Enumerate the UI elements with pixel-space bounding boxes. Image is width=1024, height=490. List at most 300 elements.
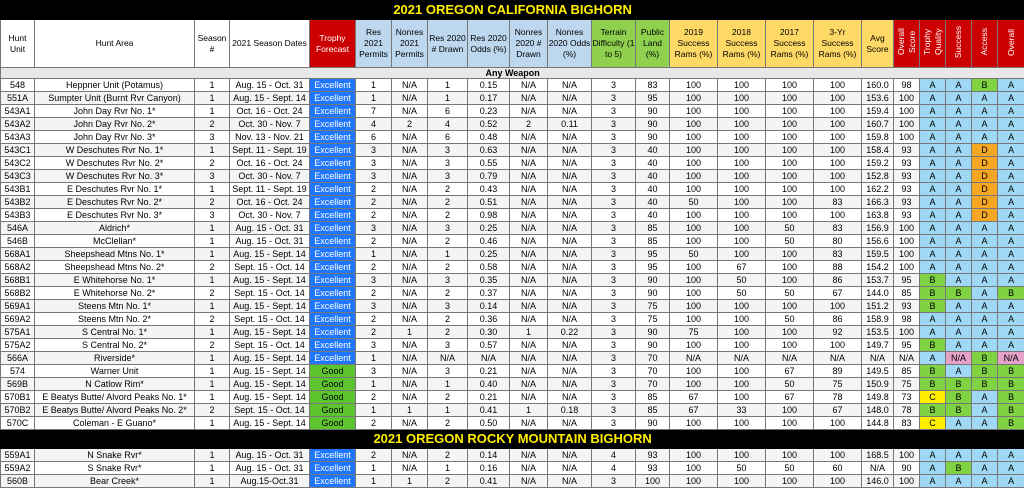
cell-avg-score: 150.9: [862, 378, 894, 391]
cell-avg-score: 144.0: [862, 287, 894, 300]
cell-success-3yr: 83: [814, 196, 862, 209]
cell-grade-trophy: B: [920, 378, 946, 391]
cell-res-drawn: 2: [428, 475, 468, 488]
cell-hunt-unit: 543B1: [1, 183, 35, 196]
cell-season-num: 1: [195, 417, 230, 430]
cell-season-dates: Aug. 15 - Oct. 31: [230, 235, 310, 248]
table-row: [1, 79, 1024, 92]
cell-grade-trophy: B: [920, 287, 946, 300]
cell-success-3yr: 100: [814, 475, 862, 488]
cell-success-3yr: 100: [814, 79, 862, 92]
cell-res-drawn: 2: [428, 196, 468, 209]
cell-grade-access: B: [972, 365, 998, 378]
table-row: [1, 209, 1024, 222]
cell-success-2018: 100: [718, 209, 766, 222]
cell-season-dates: Oct. 16 - Oct. 24: [230, 196, 310, 209]
cell-nonres-drawn: N/A: [510, 417, 548, 430]
cell-nonres-drawn: N/A: [510, 144, 548, 157]
cell-res-drawn: 3: [428, 339, 468, 352]
cell-success-2017: 100: [766, 196, 814, 209]
cell-public-land: 93: [636, 449, 670, 462]
cell-success-2017: 100: [766, 248, 814, 261]
cell-res-odds: 0.51: [468, 196, 510, 209]
cell-public-land: 40: [636, 144, 670, 157]
cell-grade-overall: A: [998, 79, 1024, 92]
cell-nonres-permits: N/A: [392, 313, 428, 326]
cell-success-2018: 100: [718, 248, 766, 261]
section-any-weapon: Any Weapon: [1, 68, 1024, 79]
cell-grade-overall: A: [998, 449, 1024, 462]
cell-terrain: 3: [592, 391, 636, 404]
hdr-season-dates: 2021 Season Dates: [230, 20, 310, 68]
hdr-3yr-success: 3-Yr Success Rams (%): [814, 20, 862, 68]
cell-success-3yr: 100: [814, 118, 862, 131]
cell-grade-trophy: C: [920, 417, 946, 430]
cell-res-drawn: 2: [428, 235, 468, 248]
hdr-hunt-area: Hunt Area: [35, 20, 195, 68]
cell-season-dates: Aug. 15 - Sept. 14: [230, 365, 310, 378]
cell-success-2019: 100: [670, 183, 718, 196]
cell-res-odds: 0.52: [468, 118, 510, 131]
cell-season-num: 2: [195, 157, 230, 170]
cell-nonres-permits: 1: [392, 404, 428, 417]
cell-res-odds: 0.21: [468, 365, 510, 378]
cell-grade-overall: A: [998, 222, 1024, 235]
cell-success-2017: 50: [766, 287, 814, 300]
cell-grade-access: A: [972, 404, 998, 417]
cell-success-2017: 100: [766, 449, 814, 462]
cell-success-3yr: 89: [814, 365, 862, 378]
cell-season-dates: Sept. 15 - Oct. 14: [230, 287, 310, 300]
cell-nonres-odds: N/A: [548, 313, 592, 326]
cell-success-2018: 100: [718, 235, 766, 248]
cell-overall-score: 100: [894, 475, 920, 488]
cell-overall-score: 93: [894, 300, 920, 313]
cell-nonres-odds: N/A: [548, 352, 592, 365]
cell-success-2019: 100: [670, 222, 718, 235]
cell-grade-success: A: [946, 79, 972, 92]
cell-success-2017: 100: [766, 157, 814, 170]
cell-res-odds: 0.79: [468, 170, 510, 183]
cell-season-num: 1: [195, 144, 230, 157]
table-row: [1, 378, 1024, 391]
cell-season-dates: Aug.15-Oct.31: [230, 475, 310, 488]
cell-season-num: 1: [195, 235, 230, 248]
cell-overall-score: 100: [894, 261, 920, 274]
cell-success-2017: 50: [766, 235, 814, 248]
table-row: [1, 248, 1024, 261]
cell-hunt-area: John Day Rvr No. 3*: [35, 131, 195, 144]
cell-grade-access: B: [972, 79, 998, 92]
cell-nonres-odds: N/A: [548, 365, 592, 378]
cell-season-dates: Oct. 16 - Oct. 24: [230, 157, 310, 170]
cell-success-2017: 50: [766, 222, 814, 235]
hdr-nonres-odds: Nonres 2020 Odds (%): [548, 20, 592, 68]
cell-grade-overall: B: [998, 391, 1024, 404]
cell-nonres-drawn: N/A: [510, 105, 548, 118]
cell-nonres-permits: N/A: [392, 157, 428, 170]
cell-res-drawn: 2: [428, 449, 468, 462]
cell-hunt-unit: 543B2: [1, 196, 35, 209]
hdr-avg-score: Avg Score: [862, 20, 894, 68]
cell-nonres-permits: N/A: [392, 287, 428, 300]
cell-res-odds: 0.98: [468, 209, 510, 222]
cell-hunt-unit: 548: [1, 79, 35, 92]
cell-res-drawn: 1: [428, 378, 468, 391]
cell-grade-trophy: A: [920, 144, 946, 157]
cell-success-2017: 50: [766, 462, 814, 475]
cell-success-2019: 100: [670, 105, 718, 118]
cell-success-2018: 100: [718, 449, 766, 462]
cell-avg-score: 149.7: [862, 339, 894, 352]
cell-nonres-drawn: 1: [510, 404, 548, 417]
cell-hunt-unit: 559A2: [1, 462, 35, 475]
cell-trophy-forecast: Excellent: [310, 326, 356, 339]
cell-nonres-drawn: N/A: [510, 339, 548, 352]
cell-res-odds: 0.17: [468, 92, 510, 105]
cell-overall-score: 100: [894, 92, 920, 105]
cell-grade-trophy: A: [920, 183, 946, 196]
cell-terrain: 3: [592, 365, 636, 378]
cell-grade-access: A: [972, 313, 998, 326]
cell-success-2018: 100: [718, 183, 766, 196]
cell-public-land: 70: [636, 378, 670, 391]
cell-grade-success: A: [946, 261, 972, 274]
cell-res-permits: 2: [356, 391, 392, 404]
cell-public-land: 85: [636, 404, 670, 417]
cell-nonres-drawn: N/A: [510, 209, 548, 222]
cell-nonres-permits: N/A: [392, 196, 428, 209]
cell-season-dates: Aug. 15 - Sept. 14: [230, 274, 310, 287]
cell-success-3yr: 100: [814, 170, 862, 183]
hdr-trophy-quality: [920, 20, 946, 68]
cell-terrain: 3: [592, 157, 636, 170]
cell-grade-success: A: [946, 92, 972, 105]
cell-nonres-drawn: N/A: [510, 300, 548, 313]
cell-res-odds: 0.36: [468, 313, 510, 326]
cell-res-drawn: 2: [428, 313, 468, 326]
cell-hunt-area: E Deschutes Rvr No. 1*: [35, 183, 195, 196]
hdr-2017-success: 2017 Success Rams (%): [766, 20, 814, 68]
cell-success-3yr: 78: [814, 391, 862, 404]
cell-grade-overall: B: [998, 404, 1024, 417]
cell-res-drawn: 4: [428, 118, 468, 131]
cell-nonres-drawn: N/A: [510, 352, 548, 365]
table-row: [1, 404, 1024, 417]
cell-grade-success: N/A: [946, 352, 972, 365]
cell-season-num: 1: [195, 105, 230, 118]
cell-season-dates: Oct. 30 - Nov. 7: [230, 209, 310, 222]
cell-success-3yr: 100: [814, 300, 862, 313]
header-row: [1, 20, 1024, 68]
cell-trophy-forecast: Good: [310, 378, 356, 391]
table-row: [1, 417, 1024, 430]
cell-nonres-drawn: N/A: [510, 313, 548, 326]
cell-hunt-area: Steens Mtn No. 2*: [35, 313, 195, 326]
cell-grade-success: A: [946, 183, 972, 196]
cell-res-permits: 2: [356, 287, 392, 300]
cell-nonres-permits: N/A: [392, 144, 428, 157]
cell-public-land: 70: [636, 365, 670, 378]
cell-res-permits: 2: [356, 261, 392, 274]
cell-grade-overall: A: [998, 183, 1024, 196]
cell-terrain: 3: [592, 404, 636, 417]
cell-trophy-forecast: Excellent: [310, 300, 356, 313]
cell-hunt-area: W Deschutes Rvr No. 2*: [35, 157, 195, 170]
cell-res-odds: 0.25: [468, 248, 510, 261]
cell-overall-score: 95: [894, 339, 920, 352]
cell-terrain: 3: [592, 339, 636, 352]
cell-success-3yr: 67: [814, 404, 862, 417]
cell-nonres-drawn: N/A: [510, 261, 548, 274]
cell-nonres-odds: 0.22: [548, 326, 592, 339]
cell-avg-score: 144.8: [862, 417, 894, 430]
cell-res-permits: 2: [356, 183, 392, 196]
cell-season-num: 1: [195, 248, 230, 261]
cell-res-permits: 3: [356, 300, 392, 313]
cell-hunt-area: N Snake Rvr*: [35, 449, 195, 462]
cell-success-2019: 100: [670, 378, 718, 391]
cell-nonres-permits: N/A: [392, 300, 428, 313]
cell-grade-success: A: [946, 209, 972, 222]
cell-nonres-drawn: N/A: [510, 391, 548, 404]
cell-hunt-unit: 568A1: [1, 248, 35, 261]
title-california: 2021 OREGON CALIFORNIA BIGHORN: [1, 1, 1024, 20]
cell-terrain: 3: [592, 300, 636, 313]
cell-res-odds: 0.58: [468, 261, 510, 274]
cell-res-odds: 0.23: [468, 105, 510, 118]
cell-terrain: 3: [592, 352, 636, 365]
cell-success-2019: 100: [670, 235, 718, 248]
cell-grade-access: A: [972, 274, 998, 287]
cell-avg-score: N/A: [862, 462, 894, 475]
cell-grade-trophy: A: [920, 157, 946, 170]
cell-season-dates: Aug. 15 - Sept. 14: [230, 417, 310, 430]
cell-nonres-drawn: N/A: [510, 196, 548, 209]
cell-nonres-drawn: N/A: [510, 287, 548, 300]
cell-season-num: 1: [195, 462, 230, 475]
table-row: [1, 261, 1024, 274]
cell-hunt-area: Riverside*: [35, 352, 195, 365]
cell-grade-success: A: [946, 326, 972, 339]
cell-overall-score: 100: [894, 248, 920, 261]
cell-terrain: 3: [592, 326, 636, 339]
cell-res-permits: 3: [356, 274, 392, 287]
cell-season-num: 1: [195, 92, 230, 105]
hdr-access-text: Access: [979, 28, 989, 56]
cell-season-dates: Sept. 15 - Oct. 14: [230, 339, 310, 352]
cell-res-drawn: 2: [428, 261, 468, 274]
cell-grade-success: A: [946, 274, 972, 287]
cell-trophy-forecast: Excellent: [310, 339, 356, 352]
cell-res-drawn: 3: [428, 365, 468, 378]
cell-res-drawn: 3: [428, 222, 468, 235]
cell-res-odds: 0.15: [468, 79, 510, 92]
cell-grade-access: A: [972, 475, 998, 488]
cell-grade-success: A: [946, 417, 972, 430]
cell-res-permits: 6: [356, 131, 392, 144]
cell-success-2017: 50: [766, 313, 814, 326]
cell-hunt-area: Heppner Unit (Potamus): [35, 79, 195, 92]
cell-avg-score: 149.5: [862, 365, 894, 378]
cell-trophy-forecast: Excellent: [310, 449, 356, 462]
cell-grade-access: A: [972, 261, 998, 274]
cell-grade-success: A: [946, 248, 972, 261]
cell-terrain: 3: [592, 417, 636, 430]
cell-res-permits: 3: [356, 170, 392, 183]
hdr-terrain: Terrain Difficulty (1 to 5): [592, 20, 636, 68]
cell-trophy-forecast: Excellent: [310, 287, 356, 300]
cell-grade-success: A: [946, 105, 972, 118]
cell-success-2019: 100: [670, 157, 718, 170]
cell-avg-score: 149.8: [862, 391, 894, 404]
cell-terrain: 3: [592, 79, 636, 92]
cell-public-land: 100: [636, 475, 670, 488]
cell-nonres-odds: N/A: [548, 105, 592, 118]
cell-grade-overall: A: [998, 313, 1024, 326]
cell-res-permits: 1: [356, 475, 392, 488]
cell-success-3yr: 67: [814, 287, 862, 300]
cell-overall-score: 100: [894, 235, 920, 248]
cell-hunt-unit: 570B1: [1, 391, 35, 404]
cell-public-land: 85: [636, 391, 670, 404]
cell-res-odds: 0.63: [468, 144, 510, 157]
cell-res-drawn: 2: [428, 183, 468, 196]
cell-grade-overall: A: [998, 274, 1024, 287]
cell-public-land: 40: [636, 183, 670, 196]
cell-nonres-permits: N/A: [392, 222, 428, 235]
cell-hunt-area: Steens Mtn No. 1*: [35, 300, 195, 313]
cell-season-num: 1: [195, 475, 230, 488]
cell-hunt-unit: 568B1: [1, 274, 35, 287]
cell-success-2017: 100: [766, 404, 814, 417]
cell-grade-success: A: [946, 300, 972, 313]
cell-grade-success: A: [946, 170, 972, 183]
cell-success-3yr: 100: [814, 209, 862, 222]
cell-grade-trophy: B: [920, 339, 946, 352]
cell-avg-score: N/A: [862, 352, 894, 365]
cell-res-odds: 0.25: [468, 222, 510, 235]
cell-nonres-drawn: N/A: [510, 92, 548, 105]
cell-nonres-permits: N/A: [392, 365, 428, 378]
cell-success-2019: 100: [670, 462, 718, 475]
cell-public-land: 95: [636, 92, 670, 105]
cell-grade-trophy: A: [920, 261, 946, 274]
cell-success-2017: 100: [766, 326, 814, 339]
cell-res-permits: 3: [356, 365, 392, 378]
cell-res-permits: 3: [356, 144, 392, 157]
cell-grade-overall: A: [998, 157, 1024, 170]
cell-success-3yr: 100: [814, 131, 862, 144]
cell-grade-access: A: [972, 391, 998, 404]
cell-grade-overall: B: [998, 417, 1024, 430]
cell-success-2017: 100: [766, 417, 814, 430]
cell-grade-overall: A: [998, 92, 1024, 105]
cell-grade-access: A: [972, 222, 998, 235]
cell-avg-score: 158.9: [862, 313, 894, 326]
cell-success-3yr: 83: [814, 222, 862, 235]
cell-overall-score: 98: [894, 79, 920, 92]
cell-grade-access: A: [972, 118, 998, 131]
cell-res-permits: 3: [356, 222, 392, 235]
cell-nonres-drawn: 2: [510, 118, 548, 131]
cell-public-land: 90: [636, 274, 670, 287]
cell-res-permits: 1: [356, 378, 392, 391]
cell-success-2018: 100: [718, 105, 766, 118]
cell-grade-overall: B: [998, 365, 1024, 378]
cell-trophy-forecast: Excellent: [310, 170, 356, 183]
cell-season-dates: Sept. 15 - Oct. 14: [230, 313, 310, 326]
cell-public-land: 40: [636, 170, 670, 183]
cell-nonres-drawn: N/A: [510, 235, 548, 248]
cell-avg-score: 151.2: [862, 300, 894, 313]
cell-grade-access: B: [972, 378, 998, 391]
cell-res-drawn: 6: [428, 131, 468, 144]
cell-success-2019: 100: [670, 209, 718, 222]
cell-hunt-area: Aldrich*: [35, 222, 195, 235]
cell-success-2019: 50: [670, 196, 718, 209]
cell-hunt-area: S Central No. 2*: [35, 339, 195, 352]
cell-hunt-area: John Day Rvr No. 1*: [35, 105, 195, 118]
cell-season-num: 2: [195, 118, 230, 131]
cell-res-drawn: 3: [428, 157, 468, 170]
cell-season-num: 2: [195, 313, 230, 326]
cell-terrain: 3: [592, 92, 636, 105]
cell-res-drawn: 3: [428, 170, 468, 183]
cell-season-num: 1: [195, 300, 230, 313]
cell-res-drawn: 2: [428, 287, 468, 300]
cell-nonres-permits: 2: [392, 118, 428, 131]
cell-season-dates: Oct. 16 - Oct. 24: [230, 105, 310, 118]
cell-hunt-unit: 566A: [1, 352, 35, 365]
cell-hunt-unit: 569B: [1, 378, 35, 391]
table-row: [1, 274, 1024, 287]
cell-res-permits: 1: [356, 352, 392, 365]
cell-hunt-unit: 575A2: [1, 339, 35, 352]
cell-overall-score: 100: [894, 222, 920, 235]
cell-avg-score: 156.6: [862, 235, 894, 248]
cell-res-permits: 2: [356, 326, 392, 339]
cell-grade-success: B: [946, 391, 972, 404]
cell-season-dates: Aug. 15 - Sept. 14: [230, 352, 310, 365]
cell-grade-access: A: [972, 339, 998, 352]
cell-hunt-area: Coleman - E Guano*: [35, 417, 195, 430]
hdr-res-drawn: Res 2020 # Drawn: [428, 20, 468, 68]
cell-success-2018: 100: [718, 196, 766, 209]
cell-res-drawn: 3: [428, 300, 468, 313]
cell-res-odds: 0.37: [468, 287, 510, 300]
cell-grade-success: A: [946, 313, 972, 326]
cell-grade-overall: A: [998, 235, 1024, 248]
cell-season-dates: Sept. 15 - Oct. 14: [230, 261, 310, 274]
cell-nonres-drawn: N/A: [510, 131, 548, 144]
cell-nonres-permits: N/A: [392, 209, 428, 222]
cell-success-2018: 100: [718, 326, 766, 339]
cell-grade-success: A: [946, 118, 972, 131]
cell-res-odds: 0.41: [468, 404, 510, 417]
cell-grade-success: A: [946, 235, 972, 248]
cell-season-dates: Sept. 15 - Oct. 14: [230, 404, 310, 417]
cell-res-drawn: N/A: [428, 352, 468, 365]
cell-public-land: 90: [636, 131, 670, 144]
cell-grade-access: A: [972, 326, 998, 339]
cell-hunt-area: McClellan*: [35, 235, 195, 248]
cell-terrain: 3: [592, 475, 636, 488]
cell-trophy-forecast: Excellent: [310, 475, 356, 488]
hdr-overall-score: [894, 20, 920, 68]
hdr-overall-score-text: Overall Score: [895, 28, 917, 56]
cell-nonres-odds: N/A: [548, 391, 592, 404]
